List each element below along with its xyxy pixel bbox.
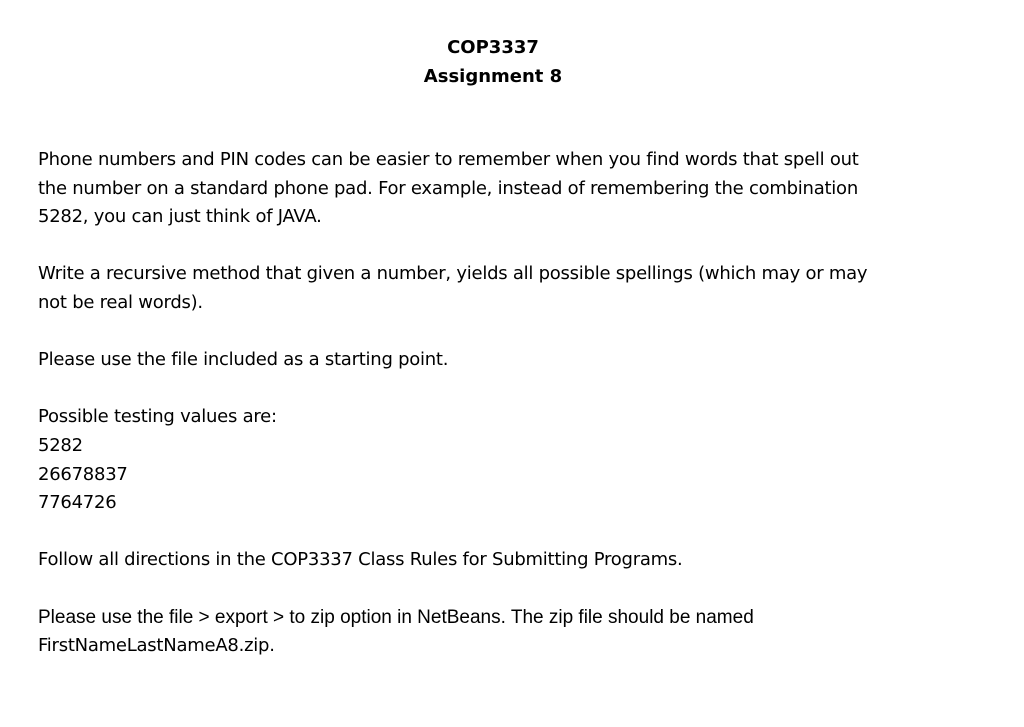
intro-line: the number on a standard phone pad. For example, instead of remembering the combination	[38, 177, 858, 199]
task-line: not be real words).	[38, 291, 203, 313]
testing-values-paragraph	[38, 403, 978, 517]
intro-line: 5282, you can just think of JAVA.	[38, 206, 322, 228]
rules-text: Follow all directions in the COP3337 Class Rules for Submitting Programs.	[38, 549, 683, 571]
task-paragraph	[38, 260, 978, 317]
testing-values-label: Possible testing values are:	[38, 406, 277, 428]
starting-point-text: Please use the file included as a starting point.	[38, 349, 449, 371]
starting-point-paragraph	[38, 346, 978, 375]
testing-value: 7764726	[38, 492, 117, 514]
testing-value: 26678837	[38, 463, 128, 485]
testing-value: 5282	[38, 434, 83, 456]
task-line: Write a recursive method that given a number, yields all possible spellings (which may or may	[38, 263, 868, 285]
submission-line: Please use the file > export > to zip option in NetBeans. The zip file should be named	[38, 606, 754, 628]
document-body	[38, 146, 978, 689]
submission-paragraph	[38, 604, 978, 661]
intro-line: Phone numbers and PIN codes can be easier to remember when you find words that spell out	[38, 149, 859, 170]
assignment-title: Assignment 8	[423, 66, 563, 87]
course-title: COP3337	[447, 37, 539, 58]
rules-paragraph	[38, 546, 978, 575]
submission-filename: FirstNameLastNameA8.zip.	[38, 635, 275, 657]
document-header	[0, 33, 986, 91]
intro-paragraph	[38, 146, 978, 232]
